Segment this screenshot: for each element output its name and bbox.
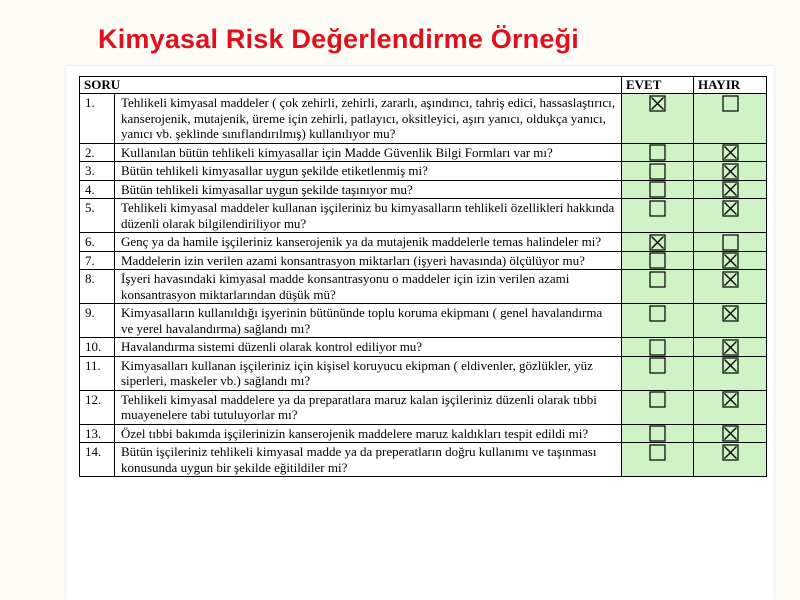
yes-cell — [622, 443, 694, 477]
yes-checkbox[interactable] — [649, 234, 666, 251]
question-text: Bütün tehlikeli kimyasallar uygun şekilde taşınıyor mu? — [115, 180, 622, 199]
no-cell — [694, 424, 767, 443]
yes-cell — [622, 270, 694, 304]
no-cell — [694, 338, 767, 357]
header-question: SORU — [80, 77, 622, 94]
no-checkbox[interactable] — [722, 391, 739, 408]
no-checkbox[interactable] — [722, 234, 739, 251]
yes-cell — [622, 424, 694, 443]
question-text: Havalandırma sistemi düzenli olarak kontrol ediliyor mu? — [115, 338, 622, 357]
no-cell — [694, 199, 767, 233]
slide-title: Kimyasal Risk Değerlendirme Örneği — [98, 24, 579, 54]
yes-cell — [622, 356, 694, 390]
no-checkbox[interactable] — [722, 163, 739, 180]
yes-cell — [622, 390, 694, 424]
yes-checkbox[interactable] — [649, 144, 666, 161]
yes-checkbox[interactable] — [649, 200, 666, 217]
no-checkbox[interactable] — [722, 144, 739, 161]
yes-cell — [622, 143, 694, 162]
table-row — [80, 251, 767, 270]
question-number: 4. — [80, 180, 115, 199]
no-cell — [694, 304, 767, 338]
table-row — [80, 199, 767, 233]
table-row — [80, 94, 767, 144]
yes-checkbox[interactable] — [649, 305, 666, 322]
table-row — [80, 162, 767, 181]
no-checkbox[interactable] — [722, 271, 739, 288]
yes-checkbox[interactable] — [649, 163, 666, 180]
question-text: Genç ya da hamile işçileriniz kanserojenik ya da mutajenik maddelerle temas halindeler mi? — [115, 233, 622, 252]
yes-checkbox[interactable] — [649, 425, 666, 442]
table-row — [80, 390, 767, 424]
question-number: 9. — [80, 304, 115, 338]
no-checkbox[interactable] — [722, 357, 739, 374]
risk-checklist-table — [79, 76, 767, 477]
question-number: 12. — [80, 390, 115, 424]
table-row — [80, 143, 767, 162]
no-cell — [694, 251, 767, 270]
yes-checkbox[interactable] — [649, 357, 666, 374]
yes-cell — [622, 233, 694, 252]
no-cell — [694, 233, 767, 252]
question-text: Tehlikeli kimyasal maddeler ( çok zehirli, zehirli, zararlı, aşındırıcı, tahriş edici, hassaslaştırıcı, kanserojenik, mutajenik, üreme için zehirli, patlayıcı, oksitleyici, aşırı yanıcı, oldukça yanıcı, yanıcı vb. şeklinde sınıflandırılmış) kullanılıyor mu? — [115, 94, 622, 144]
yes-cell — [622, 162, 694, 181]
question-number: 10. — [80, 338, 115, 357]
question-text: Kimyasalları kullanan işçileriniz için kişisel koruyucu ekipman ( eldivenler, gözlükler, yüz siperleri, maskeler vb.) sağlandı mı? — [115, 356, 622, 390]
question-number: 5. — [80, 199, 115, 233]
header-yes: EVET — [622, 77, 694, 94]
no-cell — [694, 143, 767, 162]
no-checkbox[interactable] — [722, 425, 739, 442]
question-number: 11. — [80, 356, 115, 390]
no-checkbox[interactable] — [722, 305, 739, 322]
question-text: Tehlikeli kimyasal maddeler kullanan işçileriniz bu kimyasalların tehlikeli özellikleri hakkında düzenli olarak bilgilendiriliyor mu? — [115, 199, 622, 233]
yes-checkbox[interactable] — [649, 444, 666, 461]
yes-checkbox[interactable] — [649, 271, 666, 288]
question-text: Özel tıbbi bakımda işçilerinizin kanserojenik maddelere maruz kaldıkları tespit edildi mi? — [115, 424, 622, 443]
table-row — [80, 233, 767, 252]
yes-cell — [622, 338, 694, 357]
no-checkbox[interactable] — [722, 444, 739, 461]
question-number: 1. — [80, 94, 115, 144]
yes-cell — [622, 94, 694, 144]
yes-checkbox[interactable] — [649, 95, 666, 112]
table-row — [80, 180, 767, 199]
question-text: Kimyasalların kullanıldığı işyerinin bütününde toplu koruma ekipmanı ( genel havalandırma ve yerel havalandırma) sağlandı mı? — [115, 304, 622, 338]
yes-cell — [622, 251, 694, 270]
question-text: İşyeri havasındaki kimyasal madde konsantrasyonu o maddeler için izin verilen azami konsantrasyon miktarlarından düşük mü? — [115, 270, 622, 304]
no-checkbox[interactable] — [722, 200, 739, 217]
table-row — [80, 443, 767, 477]
table-row — [80, 424, 767, 443]
no-cell — [694, 390, 767, 424]
question-number: 8. — [80, 270, 115, 304]
no-cell — [694, 443, 767, 477]
yes-checkbox[interactable] — [649, 391, 666, 408]
question-text: Bütün işçileriniz tehlikeli kimyasal madde ya da preperatların doğru kullanımı ve taşınması konusunda uygun bir şekilde eğitildiler mi? — [115, 443, 622, 477]
header-no: HAYIR — [694, 77, 767, 94]
question-number: 3. — [80, 162, 115, 181]
question-text: Bütün tehlikeli kimyasallar uygun şekilde etiketlenmiş mi? — [115, 162, 622, 181]
yes-checkbox[interactable] — [649, 252, 666, 269]
no-cell — [694, 94, 767, 144]
question-text: Maddelerin izin verilen azami konsantrasyon miktarları (işyeri havasında) ölçülüyor mu? — [115, 251, 622, 270]
question-number: 7. — [80, 251, 115, 270]
yes-checkbox[interactable] — [649, 181, 666, 198]
yes-checkbox[interactable] — [649, 339, 666, 356]
table-row — [80, 304, 767, 338]
no-cell — [694, 162, 767, 181]
no-checkbox[interactable] — [722, 95, 739, 112]
table-row — [80, 338, 767, 357]
question-number: 6. — [80, 233, 115, 252]
no-cell — [694, 270, 767, 304]
question-text: Kullanılan bütün tehlikeli kimyasallar için Madde Güvenlik Bilgi Formları var mı? — [115, 143, 622, 162]
no-checkbox[interactable] — [722, 252, 739, 269]
question-number: 14. — [80, 443, 115, 477]
no-cell — [694, 356, 767, 390]
no-checkbox[interactable] — [722, 181, 739, 198]
yes-cell — [622, 304, 694, 338]
table-row — [80, 270, 767, 304]
table-row — [80, 356, 767, 390]
question-number: 2. — [80, 143, 115, 162]
yes-cell — [622, 180, 694, 199]
question-text: Tehlikeli kimyasal maddelere ya da preparatlara maruz kalan işçileriniz düzenli olarak tıbbi muayenelere tabi tutuluyorlar mı? — [115, 390, 622, 424]
yes-cell — [622, 199, 694, 233]
table-header-row — [80, 77, 767, 94]
no-cell — [694, 180, 767, 199]
question-number: 13. — [80, 424, 115, 443]
no-checkbox[interactable] — [722, 339, 739, 356]
